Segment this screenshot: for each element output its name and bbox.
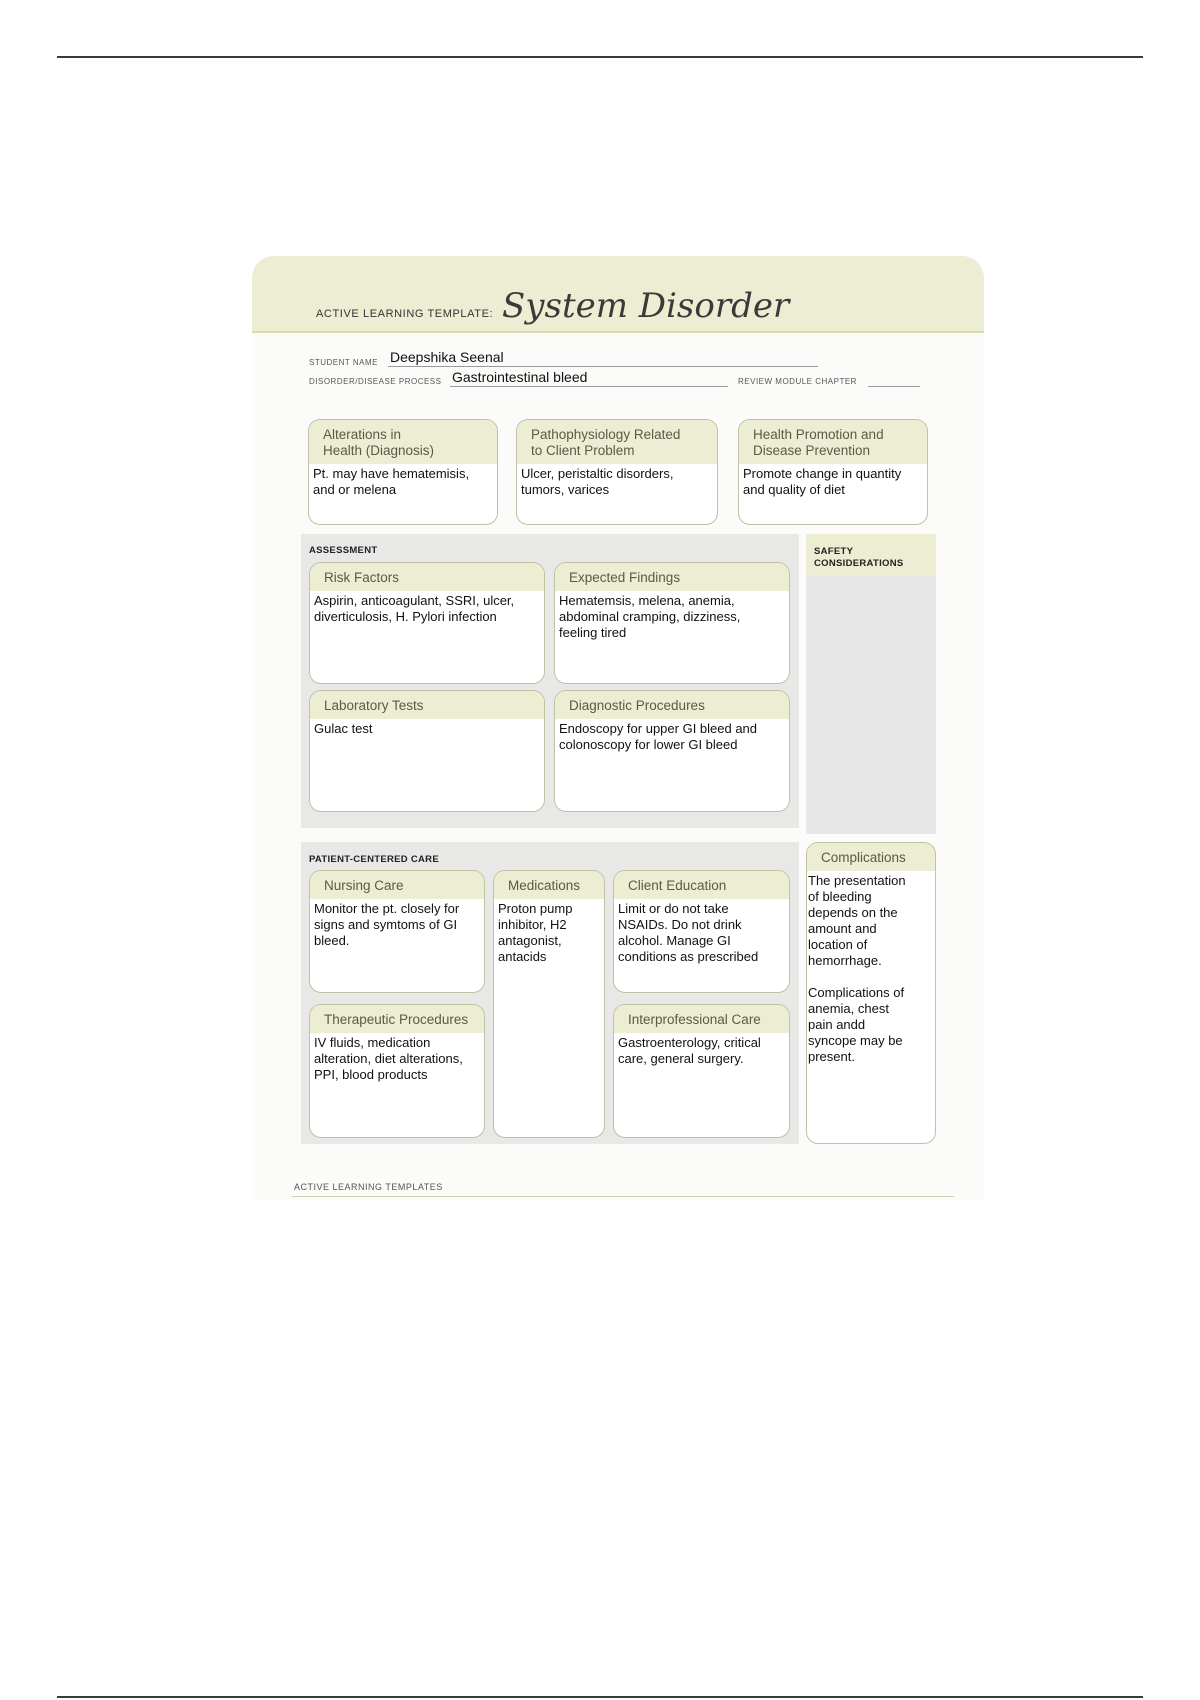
alterations-box <box>308 419 498 525</box>
health-promotion-box <box>738 419 928 525</box>
nursing-care-title: Nursing Care <box>310 871 484 899</box>
disorder-field[interactable]: Gastrointestinal bleed <box>452 369 588 385</box>
health-promotion-text[interactable]: Promote change in quantity and quality of diet <box>743 466 902 497</box>
bottom-rule <box>57 1696 1143 1698</box>
therapeutic-procedures-box <box>309 1004 485 1138</box>
nursing-care-text[interactable]: Monitor the pt. closely for signs and symtoms of GI bleed. <box>314 901 460 948</box>
interprofessional-care-title: Interprofessional Care <box>614 1005 789 1033</box>
medications-text[interactable]: Proton pump inhibitor, H2 antagonist, antacids <box>498 901 573 964</box>
client-education-title: Client Education <box>614 871 789 899</box>
top-rule <box>57 56 1143 58</box>
complications-text[interactable]: The presentation of bleeding depends on the amount and location of hemorrhage. Complications of anemia, chest pain andd syncope may be present. <box>808 873 906 1064</box>
client-education-box <box>613 870 790 993</box>
safety-considerations-title: SAFETY CONSIDERATIONS <box>806 534 936 576</box>
laboratory-tests-text[interactable]: Gulac test <box>314 721 373 736</box>
expected-findings-box <box>554 562 790 684</box>
risk-factors-title: Risk Factors <box>310 563 544 591</box>
risk-factors-box <box>309 562 545 684</box>
disorder-label: DISORDER/DISEASE PROCESS <box>309 377 442 386</box>
review-module-label: REVIEW MODULE CHAPTER <box>738 377 857 386</box>
laboratory-tests-title: Laboratory Tests <box>310 691 544 719</box>
safety-considerations-panel <box>806 534 936 834</box>
therapeutic-procedures-title: Therapeutic Procedures <box>310 1005 484 1033</box>
diagnostic-procedures-box <box>554 690 790 812</box>
medications-box <box>493 870 605 1138</box>
nursing-care-box <box>309 870 485 993</box>
medications-title: Medications <box>494 871 604 899</box>
template-title: System Disorder <box>502 286 790 326</box>
risk-factors-text[interactable]: Aspirin, anticoagulant, SSRI, ulcer, diverticulosis, H. Pylori infection <box>314 593 515 624</box>
client-education-text[interactable]: Limit or do not take NSAIDs. Do not drink alcohol. Manage GI conditions as prescribed <box>618 901 759 964</box>
expected-findings-text[interactable]: Hematemsis, melena, anemia, abdominal cramping, dizziness, feeling tired <box>559 593 741 640</box>
laboratory-tests-box <box>309 690 545 812</box>
disorder-underline <box>450 386 728 387</box>
template-label: ACTIVE LEARNING TEMPLATE: <box>316 308 494 320</box>
template-sheet <box>252 256 984 1200</box>
footer-label: ACTIVE LEARNING TEMPLATES <box>294 1182 443 1192</box>
student-name-field[interactable]: Deepshika Seenal <box>390 349 504 365</box>
diagnostic-procedures-title: Diagnostic Procedures <box>555 691 789 719</box>
alterations-title: Alterations in Health (Diagnosis) <box>309 420 497 464</box>
footer-rule <box>292 1196 954 1197</box>
health-promotion-title: Health Promotion and Disease Prevention <box>739 420 927 464</box>
therapeutic-procedures-text[interactable]: IV fluids, medication alteration, diet alterations, PPI, blood products <box>314 1035 463 1082</box>
student-name-underline <box>388 366 818 367</box>
student-name-label: STUDENT NAME <box>309 358 378 367</box>
complications-box <box>806 842 936 1144</box>
interprofessional-care-box <box>613 1004 790 1138</box>
assessment-title: ASSESSMENT <box>309 545 378 556</box>
expected-findings-title: Expected Findings <box>555 563 789 591</box>
alterations-text[interactable]: Pt. may have hematemisis, and or melena <box>313 466 470 497</box>
diagnostic-procedures-text[interactable]: Endoscopy for upper GI bleed and colonoscopy for lower GI bleed <box>559 721 758 752</box>
pathophysiology-box <box>516 419 718 525</box>
complications-title: Complications <box>807 843 935 871</box>
pathophysiology-text[interactable]: Ulcer, peristaltic disorders, tumors, varices <box>521 466 674 497</box>
patient-centered-care-title: PATIENT-CENTERED CARE <box>309 854 439 865</box>
review-module-underline <box>868 386 920 387</box>
interprofessional-care-text[interactable]: Gastroenterology, critical care, general surgery. <box>618 1035 761 1066</box>
pathophysiology-title: Pathophysiology Related to Client Problem <box>517 420 717 464</box>
template-banner <box>252 256 984 333</box>
